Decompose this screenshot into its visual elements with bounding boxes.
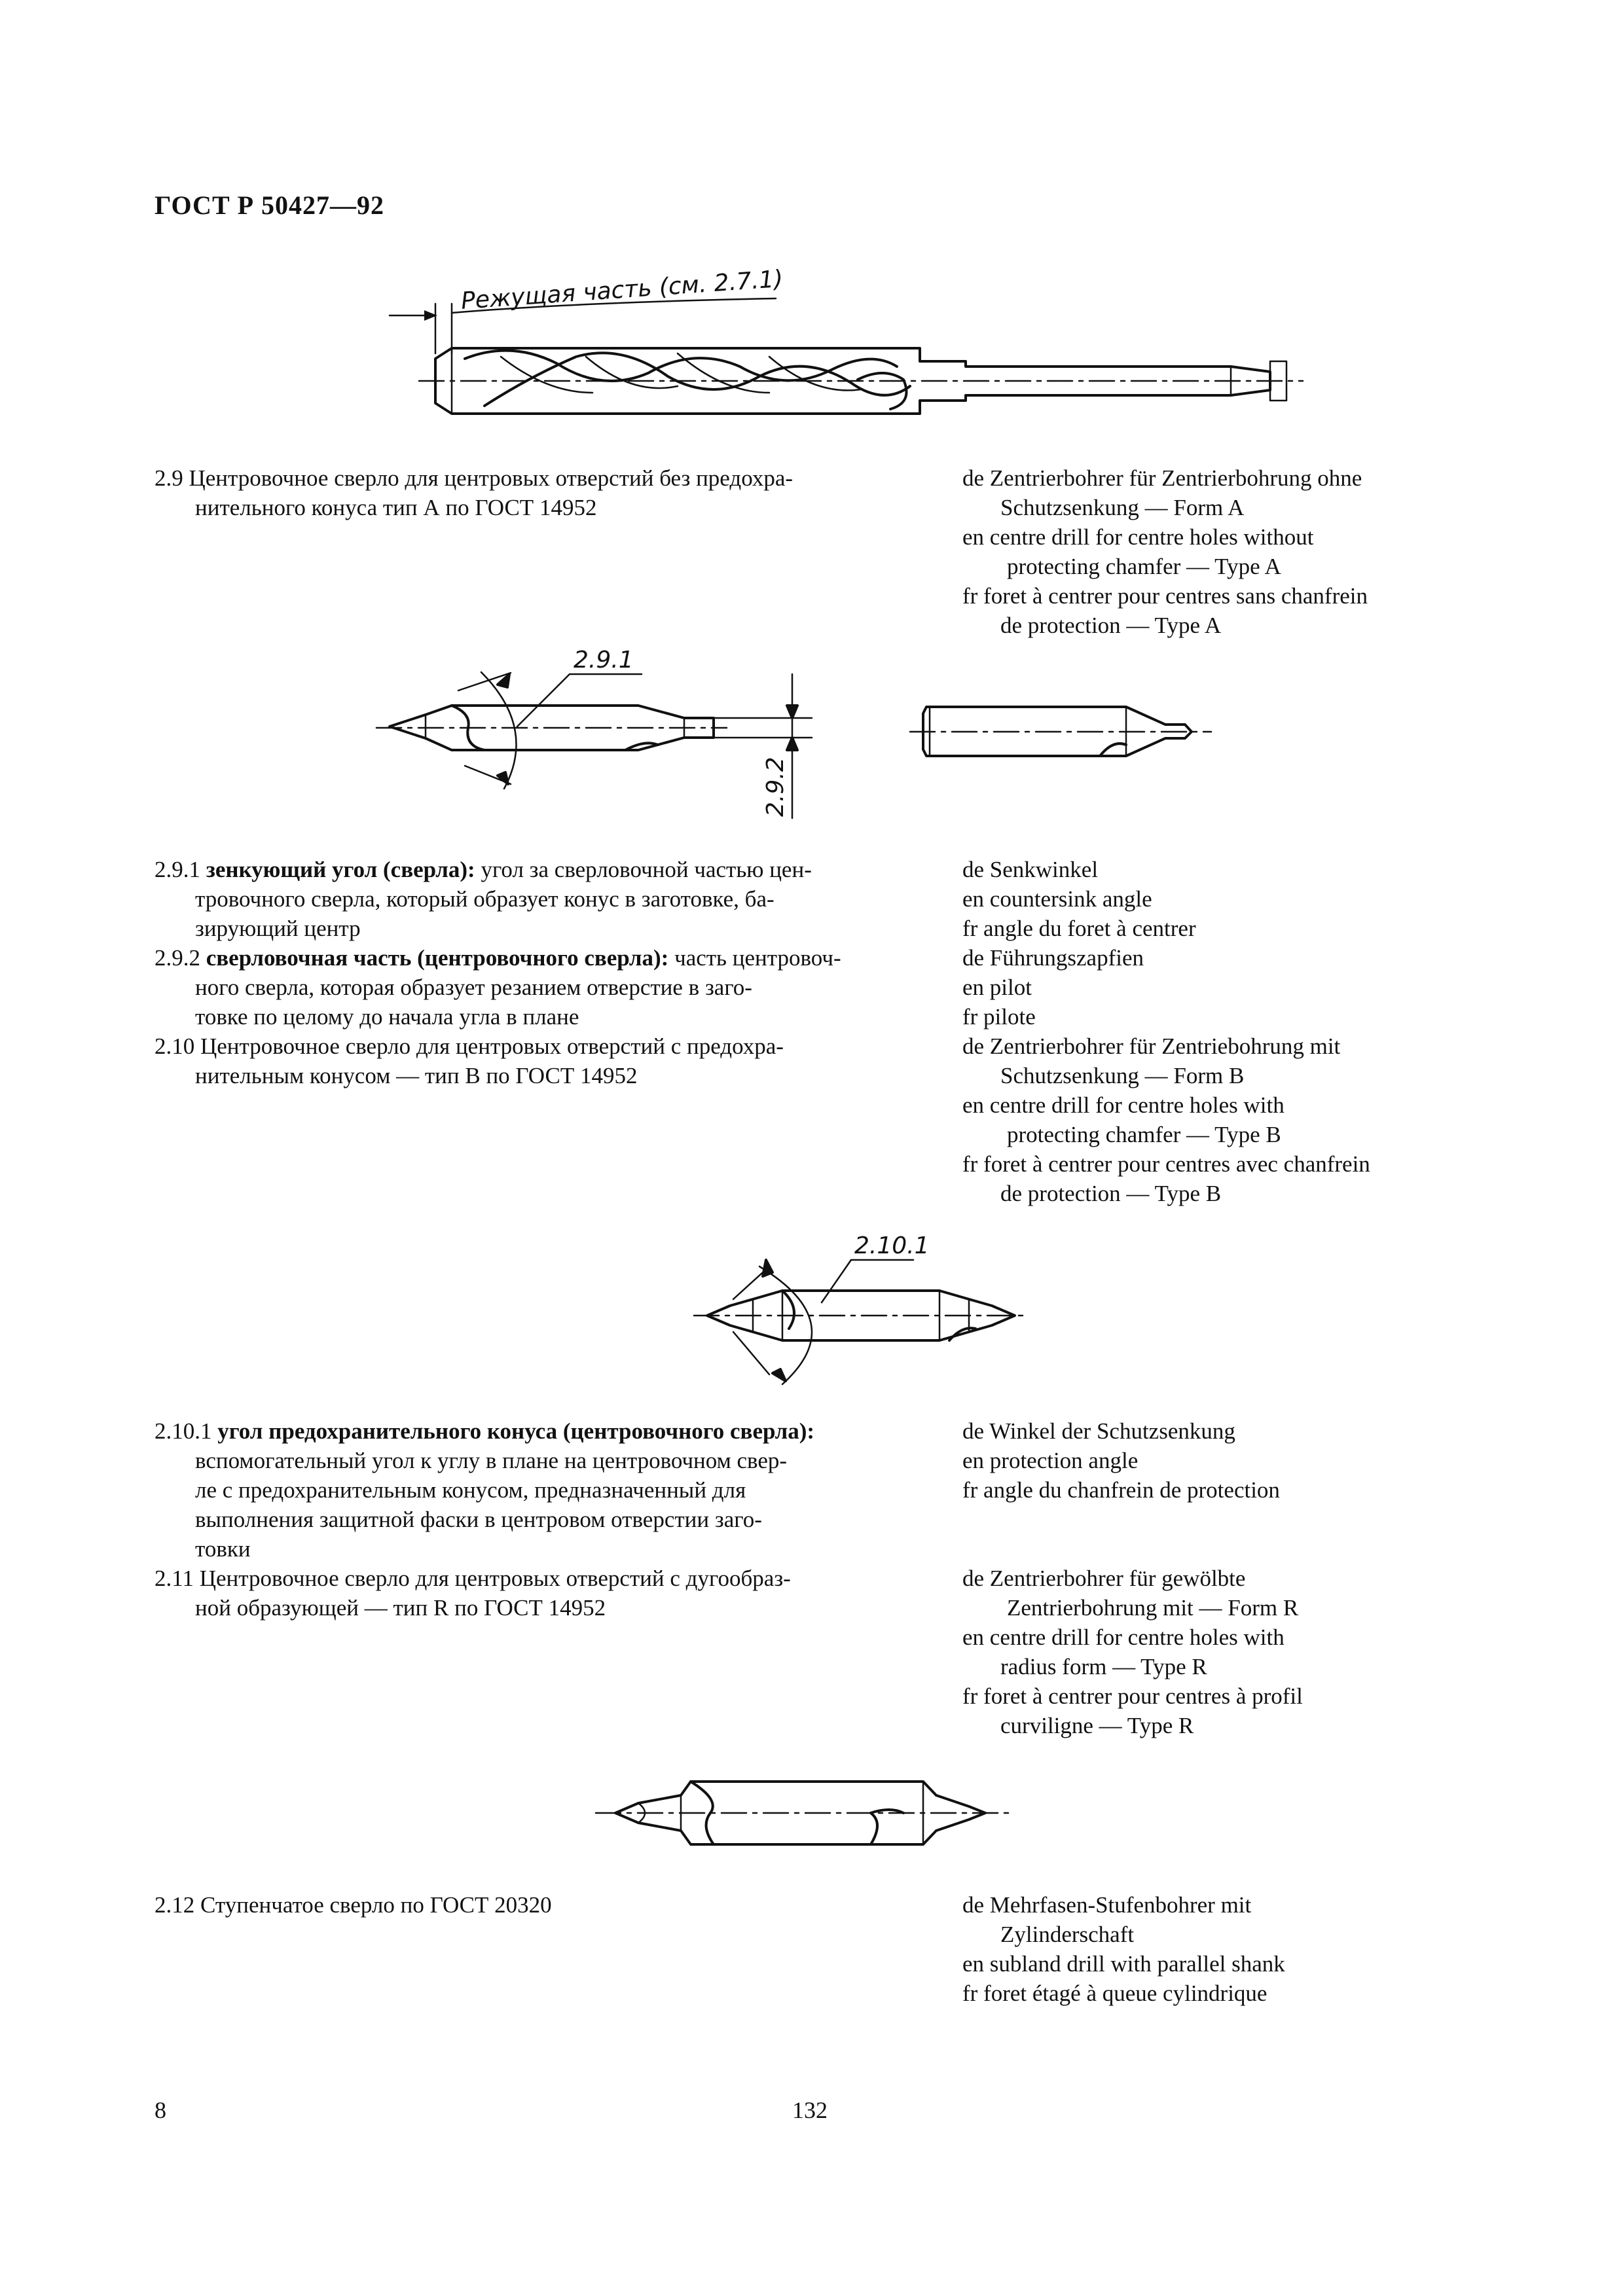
fig2-label-b: 2.9.2 [762,757,789,817]
document-title: ГОСТ Р 50427—92 [155,190,385,220]
entry-2-9-2-ml: de Führungszapfien en pilot fr pilote [962,945,1144,1030]
entry-2-9-ml: de Zentrierbohrer für Zentrierbohrung ohne Schutzsenkung — Form A en centre drill for centre holes without protecting chamfer — Type A fr foret à centrer pour centres sans chanfrein de protection — Type A [962,465,1368,638]
entry-2-10-1-ru: 2.10.1 угол предохранительного конуса (центровочного сверла): вспомогательный угол к углу в плане на центровочном свер- ле с предохранительным конусом, предназначенный для выполнения защитной фаски в центровом отверстии заго- товки [155,1418,815,1562]
entry-2-10-1-ml: de Winkel der Schutzsenkung en protection angle fr angle du chanfrein de protection [962,1418,1280,1503]
entry-2-9-2-ru: 2.9.2 сверловочная часть (центровочного сверла): часть центровоч- ного сверла, которая образует резанием отверстие в заго- товке по целому до начала угла в плане [155,945,841,1030]
entry-2-10-ml: de Zentrierbohrer für Zentriebohrung mit Schutzsenkung — Form B en centre drill for centre holes with protecting chamfer — Type B fr foret à centrer pour centres avec chanfrein de protection — Type B [962,1033,1370,1206]
entry-2-12-ru: 2.12 Ступенчатое сверло по ГОСТ 20320 [155,1892,552,1918]
entry-2-11-ru: 2.11 Центровочное сверло для центровых отверстий с дугообраз- ной образующей — тип R по ГОСТ 14952 [155,1566,791,1621]
page-number-center: 132 [792,2097,828,2123]
entry-2-12-ml: de Mehrfasen-Stufenbohrer mit Zylinderschaft en subland drill with parallel shank fr foret étagé à queue cylindrique [962,1892,1285,2006]
entry-2-10-ru: 2.10 Центровочное сверло для центровых отверстий с предохра- нительным конусом — тип В по ГОСТ 14952 [155,1033,784,1088]
entry-2-9-1-ml: de Senkwinkel en countersink angle fr angle du foret à centrer [962,857,1196,941]
fig1-label: Режущая часть (см. 2.7.1) [460,265,784,315]
entry-2-9-ru: 2.9 Центровочное сверло для центровых отверстий без предохра- нительного конуса тип А по ГОСТ 14952 [155,465,793,520]
entry-2-9-1-ru: 2.9.1 зенкующий угол (сверла): угол за сверловочной частью цен- тровочного сверла, который образует конус в заготовке, ба- зирующий центр [155,857,812,941]
entry-2-11-ml: de Zentrierbohrer für gewölbte Zentrierbohrung mit — Form R en centre drill for centre holes with radius form — Type R fr foret à centrer pour centres à profil curviligne — Type R [962,1566,1303,1738]
page-number-left: 8 [155,2097,166,2123]
fig3-label: 2.10.1 [854,1232,930,1259]
fig2-label-a: 2.9.1 [574,647,634,673]
